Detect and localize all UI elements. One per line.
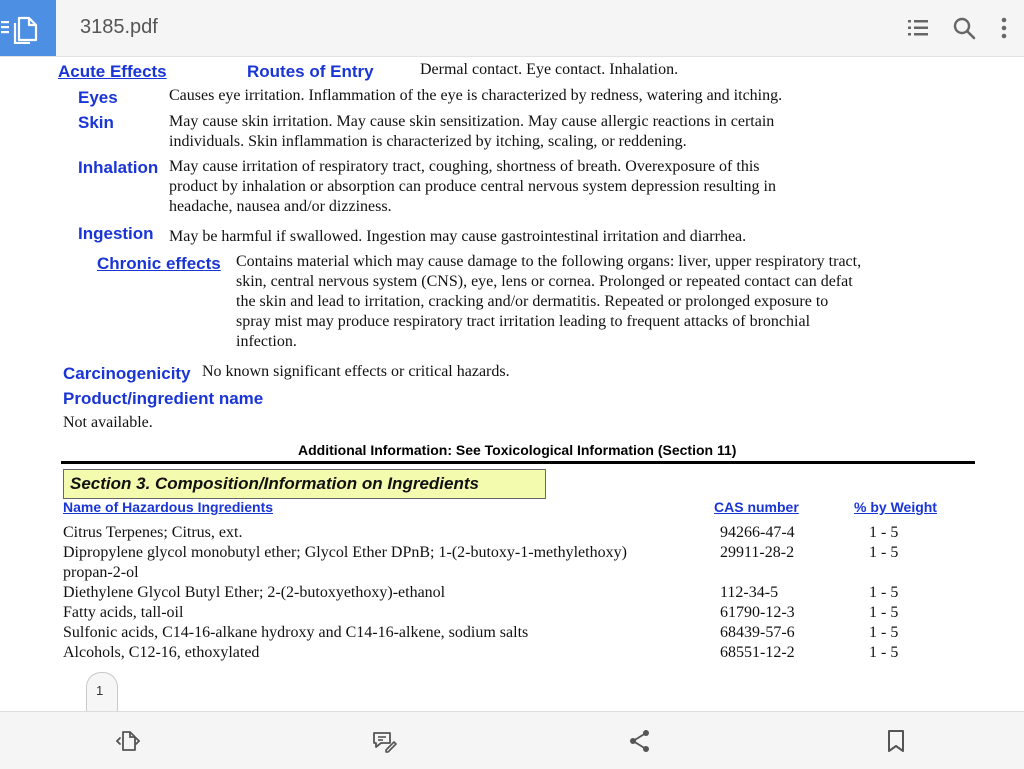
file-name: 3185.pdf [80,16,158,38]
section-3-title: Section 3. Composition/Information on Ingredients [70,474,479,493]
chronic-effects-link[interactable]: Chronic effects [97,254,221,273]
ingredient-name: propan-2-ol [63,564,139,581]
chronic-effects-text: infection. [236,333,297,350]
outline-icon[interactable] [904,14,932,42]
bookmark-icon[interactable] [883,728,909,754]
section-3-header [63,469,546,499]
percent-by-weight: 1 - 5 [869,644,899,661]
document-icon [0,12,56,44]
chronic-effects-text: skin, central nervous system (CNS), eye, lens or cornea. Prolonged or repeated contact can defat [236,273,853,290]
document-menu-button[interactable] [0,0,56,56]
cas-number: 112-34-5 [720,584,779,601]
ingredient-name: Alcohols, C12-16, ethoxylated [63,644,260,661]
carcinogenicity-text: No known significant effects or critical hazards. [202,363,510,380]
top-app-bar [0,0,1024,57]
cas-number: 68439-57-6 [720,624,795,641]
routes-of-entry-value: Dermal contact. Eye contact. Inhalation. [420,61,679,78]
skin-text: individuals. Skin inflammation is characterized by itching, scaling, or reddening. [169,133,687,150]
comment-icon[interactable] [371,728,397,754]
inhalation-text: headache, nausea and/or dizziness. [169,198,392,215]
additional-information: Additional Information: See Toxicological Information (Section 11) [298,442,737,458]
percent-by-weight: 1 - 5 [869,624,899,641]
chronic-effects-text: the skin and lead to irritation, cracking and/or dermatitis. Repeated or prolonged exposure to [236,293,829,310]
pdf-page [0,57,1024,709]
eyes-text: Causes eye irritation. Inflammation of the eye is characterized by redness, watering and itching. [169,87,783,104]
ingredient-name: Sulfonic acids, C14-16-alkane hydroxy and C14-16-alkene, sodium salts [63,624,529,641]
col-header-weight[interactable]: % by Weight [854,499,937,515]
section-divider [61,461,975,464]
inhalation-text: May cause irritation of respiratory tract, coughing, shortness of breath. Overexposure of this [169,158,760,175]
product-ingredient-label: Product/ingredient name [63,389,264,408]
cas-number: 29911-28-2 [720,544,795,561]
carcinogenicity-label: Carcinogenicity [63,364,191,383]
ingestion-label: Ingestion [78,224,154,243]
page-layout-icon[interactable] [115,728,141,754]
chronic-effects-text: spray mist may produce respiratory tract irritation leading to frequent attacks of bronchial [236,313,811,330]
ingredient-name: Diethylene Glycol Butyl Ether; 2-(2-butoxyethoxy)-ethanol [63,584,446,601]
ingredient-name: Citrus Terpenes; Citrus, ext. [63,524,243,541]
percent-by-weight: 1 - 5 [869,584,899,601]
percent-by-weight: 1 - 5 [869,604,899,621]
ingredient-name: Fatty acids, tall-oil [63,604,184,621]
chronic-effects-text: Contains material which may cause damage to the following organs: liver, upper respiratory tract, [236,253,862,270]
share-icon[interactable] [627,728,653,754]
search-icon[interactable] [950,14,978,42]
ingredient-name: Dipropylene glycol monobutyl ether; Glycol Ether DPnB; 1-(2-butoxy-1-methylethoxy) [63,544,627,561]
bottom-toolbar [0,711,1024,769]
cas-number: 61790-12-3 [720,604,795,621]
ingestion-text: May be harmful if swallowed. Ingestion may cause gastrointestinal irritation and diarrhea. [169,228,747,245]
routes-of-entry-label: Routes of Entry [247,62,374,81]
acute-effects-link[interactable]: Acute Effects [58,62,167,81]
col-header-cas[interactable]: CAS number [714,499,799,515]
inhalation-text: product by inhalation or absorption can produce central nervous system depression resulting in [169,178,776,195]
inhalation-label: Inhalation [78,158,159,177]
skin-text: May cause skin irritation. May cause skin sensitization. May cause allergic reactions in certain [169,113,775,130]
more-icon[interactable] [990,14,1018,42]
percent-by-weight: 1 - 5 [869,524,899,541]
cas-number: 68551-12-2 [720,644,795,661]
not-available-text: Not available. [63,414,153,431]
cas-number: 94266-47-4 [720,524,795,541]
page-number-tab[interactable] [86,672,118,713]
percent-by-weight: 1 - 5 [869,544,899,561]
page-number-label: 1 [96,683,104,698]
col-header-name[interactable]: Name of Hazardous Ingredients [63,499,274,515]
skin-label: Skin [78,113,114,132]
eyes-label: Eyes [78,88,118,107]
